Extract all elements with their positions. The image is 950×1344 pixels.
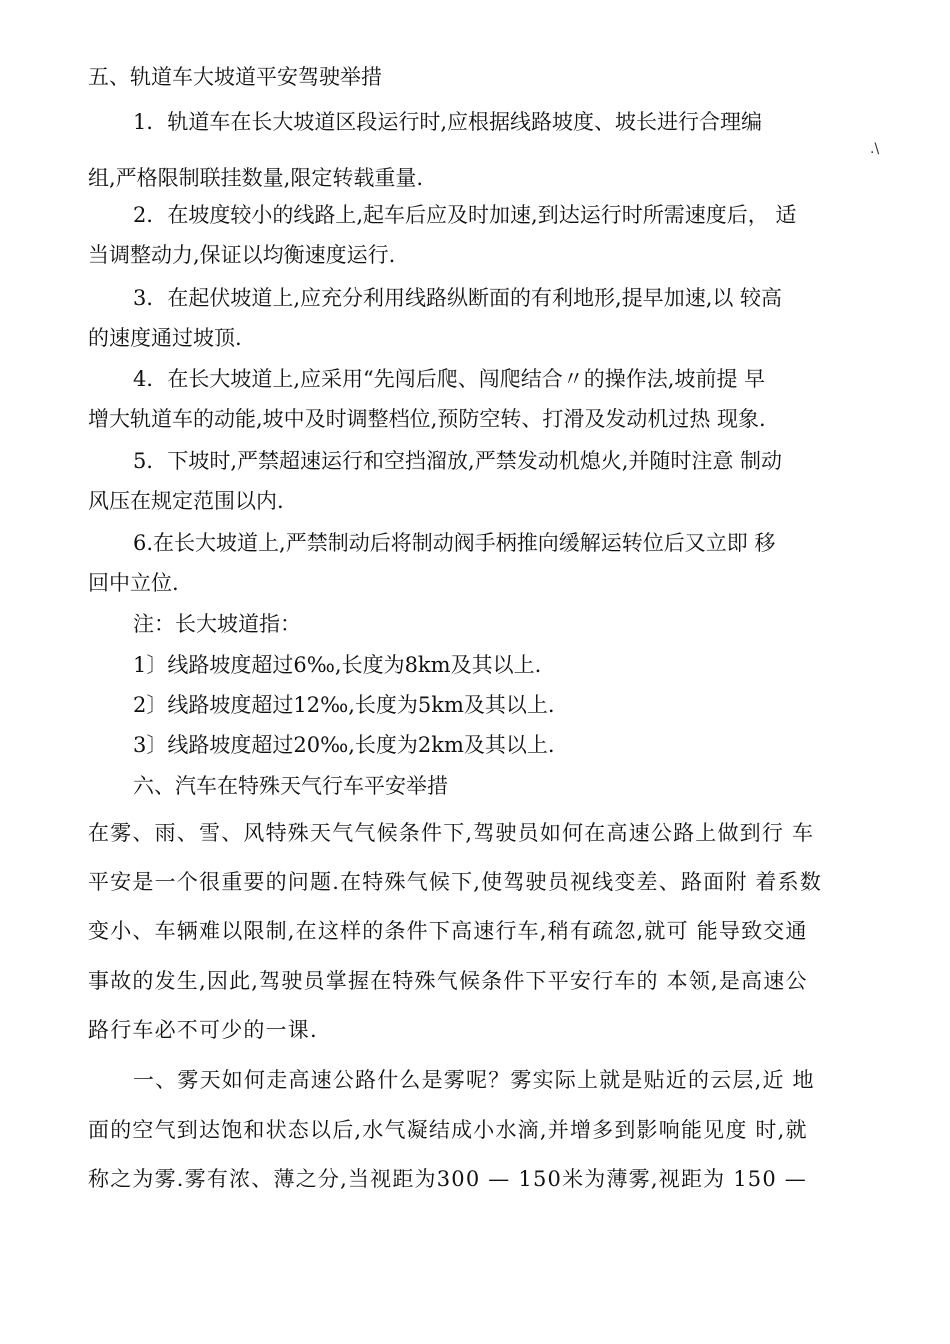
item-2-line-1: 2．在坡度较小的线路上,起车后应及时加速,到达运行时所需速度后， 适	[133, 203, 797, 227]
item-4-line-1: 4．在长大坡道上,应采用“先闯后爬、闯爬结合〃的操作法,坡前提 早	[133, 367, 766, 391]
para-6-line-4: 事故的发生,因此,驾驶员掌握在特殊气候条件下平安行车的 本领,是高速公	[88, 969, 808, 993]
para-6-line-5: 路行车必不可少的一课.	[88, 1018, 318, 1042]
stray-mark: .\	[870, 141, 880, 157]
item-6-line-2: 回中立位.	[88, 571, 179, 595]
fog-line-3: 称之为雾.雾有浓、薄之分,当视距为300 — 150米为薄雾,视距为 150 —	[88, 1167, 807, 1191]
note-heading: 注：长大坡道指：	[133, 612, 301, 636]
item-5-line-1: 5．下坡时,严禁超速运行和空挡溜放,严禁发动机熄火,并随时注意 制动	[133, 449, 783, 473]
section-6-heading: 六、汽车在特殊天气行车平安举措	[133, 774, 448, 798]
item-5-line-2: 风压在规定范围以内.	[88, 489, 284, 513]
note-item-3: 3〕线路坡度超过20‰,长度为2km及其以上.	[133, 733, 555, 757]
item-1-line-2: 组,严格限制联挂数量,限定转载重量.	[88, 166, 424, 190]
item-2-line-2: 当调整动力,保证以均衡速度运行.	[88, 243, 396, 267]
fog-line-1: 一、雾天如何走高速公路什么是雾呢？雾实际上就是贴近的云层,近 地	[133, 1068, 815, 1092]
note-item-1: 1〕线路坡度超过6‰,长度为8km及其以上.	[133, 653, 542, 677]
item-4-line-2: 增大轨道车的动能,坡中及时调整档位,预防空转、打滑及发动机过热 现象.	[88, 407, 766, 431]
note-item-2: 2〕线路坡度超过12‰,长度为5km及其以上.	[133, 693, 555, 717]
para-6-line-2: 平安是一个很重要的问题.在特殊气候下,使驾驶员视线变差、路面附 着系数	[88, 870, 823, 894]
section-5-heading: 五、轨道车大坡道平安驾驶举措	[88, 65, 382, 89]
item-3-line-2: 的速度通过坡顶.	[88, 326, 242, 350]
item-3-line-1: 3．在起伏坡道上,应充分利用线路纵断面的有利地形,提早加速,以 较高	[133, 286, 783, 310]
item-1-line-1: 1．轨道车在长大坡道区段运行时,应根据线路坡度、坡长进行合理编	[133, 110, 763, 134]
para-6-line-3: 变小、车辆难以限制,在这样的条件下高速行车,稍有疏忽,就可 能导致交通	[88, 919, 808, 943]
para-6-line-1: 在雾、雨、雪、风特殊天气气候条件下,驾驶员如何在高速公路上做到行 车	[88, 821, 815, 845]
fog-line-2: 面的空气到达饱和状态以后,水气凝结成小水滴,并增多到影响能见度 时,就	[88, 1118, 808, 1142]
item-6-line-1: 6.在长大坡道上,严禁制动后将制动阀手柄推向缓解运转位后又立即 移	[133, 531, 776, 555]
